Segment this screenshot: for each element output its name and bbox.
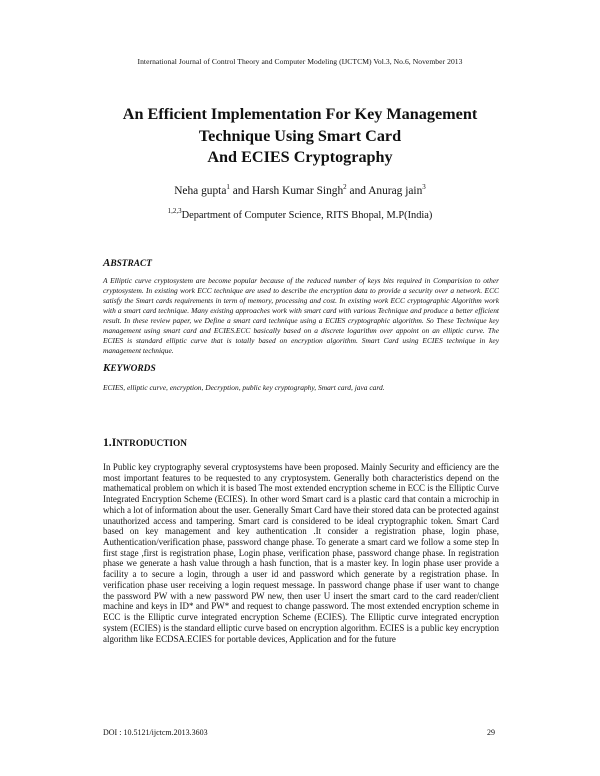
abstract-text: A Elliptic curve cryptosystem are become popular because of the reduced number of keys bits required in Comparision to other cryptosystem. In existing work ECC technique are used to describe the encryption data to provide a security over a network. ECC satisfy the Smart cards requirements in term of memory, processing and cost. In existing work ECC cryptographic Algorithm work with a smart card technique. Many existing approaches work with smart card with various Technique and produce a better efficient result. In these review paper, we Define a smart card technique using a ECIES cryptographic algorithm. So These Technique key management using smart card and ECIES.ECC basically based on a discrete logarithm over appoint on an elliptic curve. The ECIES is standard elliptic curve that is totally based on encryption algorithm. Smart Card using ECIES technique in key management technique. [103, 276, 499, 355]
paper-title [0, 104, 600, 169]
introduction-text: In Public key cryptography several cryptosystems have been proposed. Mainly Security and efficiency are the most important features to be requested to any cryptosystem. Generally both characteristics depend on the mathematical problem on which it is based The most extended encryption scheme in ECC is the Elliptic Curve Integrated Encryption Scheme (ECIES). In other word Smart card is a plastic card that contain a microchip in which a lot of information about the user. Generally Smart Card have their stored data can be protected against unauthorized access and tampering. Smart card is considered to be ideal cryptographic token. Smart Card based on key management and key authentication .It consider a registration phase, login phase, Authentication/verification phase, password change phase. To generate a smart card we follow a some step In first stage ,first is registration phase, Login phase, verification phase, password change phase. In registration phase we generate a hash value through a hash function, that is a master key. In login phase user provide a facility a to secure a login, through a user id and password which generate by a registration phase. In verification phase user receiving a login request message. In password change phase if user want to change the password PW with a new password PW new, then user U insert the smart card to the card reader/client machine and keys in ID* and PW* and request to change password. The most extended encryption scheme in ECC is the Elliptic curve integrated encryption Scheme (ECIES). The Elliptic curve integrated encryption system (ECIES) is the standard elliptic curve based on encryption algorithm. ECIES is a public key encryption algorithm like ECDSA.ECIES for portable devices, Application and for the future [103, 462, 499, 644]
page-number: 29 [487, 728, 495, 737]
abstract-heading-rest: BSTRACT [110, 259, 153, 269]
author-separator-1: and [229, 185, 253, 197]
introduction-heading-initial: I [111, 436, 117, 449]
keywords-heading-initial: K [103, 362, 111, 374]
running-header: International Journal of Control Theory and Computer Modeling (IJCTCM) Vol.3, No.6, November 2013 [137, 57, 463, 66]
introduction-heading [103, 436, 187, 449]
abstract-heading-initial: A [103, 257, 111, 269]
section-number: 1. [103, 436, 112, 449]
title-line-1: An Efficient Implementation For Key Management [122, 105, 478, 123]
author-list [0, 185, 600, 197]
introduction-heading-rest: NTRODUCTION [116, 439, 187, 449]
keywords-heading [103, 362, 156, 374]
author-2-superscript: 2 [343, 183, 347, 191]
author-3-name: Anurag jain [368, 185, 423, 197]
affiliation-text: Department of Computer Science, RITS Bhopal, M.P(India) [181, 210, 433, 221]
keywords-text: ECIES, elliptic curve, encryption, Decryption, public key cryptography, Smart card, java card. [103, 383, 385, 392]
title-line-2: Technique Using Smart Card [198, 126, 402, 145]
author-separator-2: and [346, 185, 369, 197]
abstract-heading [103, 257, 152, 269]
title-line-3: And ECIES Cryptography [207, 148, 393, 166]
keywords-heading-rest: EYWORDS [110, 364, 156, 374]
author-1-superscript: 1 [226, 183, 230, 191]
affiliation-superscript: 1,2,3 [167, 207, 182, 215]
author-2-name: Harsh Kumar Singh [252, 185, 344, 197]
author-1-name: Neha gupta [174, 185, 227, 197]
affiliation [0, 207, 600, 221]
doi: DOI : 10.5121/ijctcm.2013.3603 [103, 728, 208, 737]
author-3-superscript: 3 [422, 183, 426, 191]
